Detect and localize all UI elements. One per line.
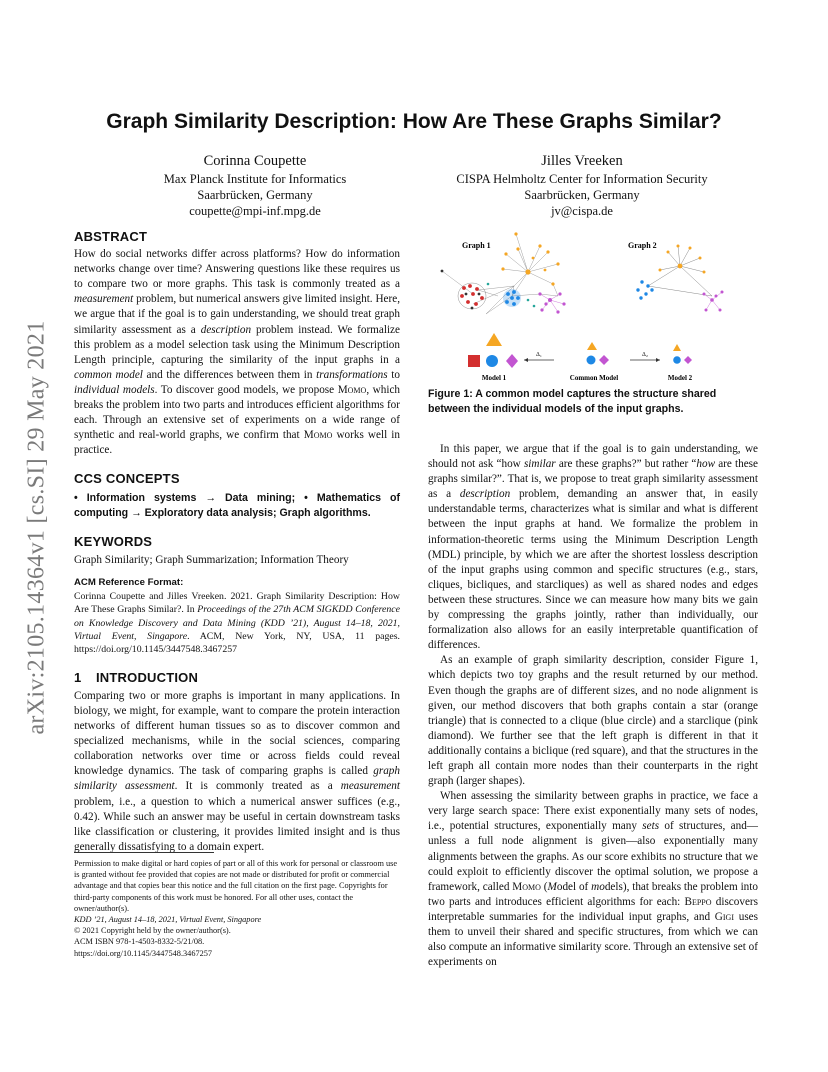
body-paragraph-3: When assessing the similarity between graphs in practice, we face a very large search space: There exist exponentially many sets of nodes, i.e., potential structures, exponentially many sets of structures, and—unless a full node alignment is given—also exponentially many alignments between the graphs. As our score exhibits no structure that we could exploit to efficiently discover the optimal solution, we propose a framework, called Momo (Model of models), that breaks the problem into two parts and introduces efficient algorithms for each: Beppo discovers interpretable summaries for the individual input graphs, and Gigi uses them to unveil their shared and specific structures, from which we can also compute an informative similarity score. Through an extensive set of experiments on xyxy=(428,790,758,969)
starclique-cluster xyxy=(538,292,565,313)
abstract-text: How do social networks differ across platforms? How do information networks change over time? Answering questions like these requires us to compare two or more graphs. This task is commonly treated as a measurement problem, but numerical answers give limited insight. Here, we argue that if the goal is to gain understanding, we should treat graph similarity assessment as a description problem instead. We formalize this problem as a model selection task using the Minimum Description Length principle, capturing the similarity of the input graphs in a common model and the differences between them in transformations to individual models. To discover good models, we propose Momo, which breaks the problem into two parts and introduces efficient algorithms for each. Through an extensive set of experiments on a wide range of synthetic and real-world graphs, we confirm that Momo works well in practice. xyxy=(74,248,401,457)
body-paragraph-1: In this paper, we argue that if the goal is to gain understanding, we should not ask “how similar are these graphs?” but rather “how are these graphs similar?”. That is, we propose to treat graph similarity assessment as a description problem, demanding an answer that, in easily understandable terms, characterizes what is similar and what is different between the input graphs at hand. We formalize the problem in information-theoretic terms using the Minimum Description Length (MDL) principle, by which we are after the shortest lossless description of the input graphs using common and specific structures (e.g., stars, cliques, bicliques, and starcliques) as well as shared nodes and edges between these structures. Since we can measure how many bits we gain by compressing the graphs jointly, rather than individually, our formalization also allows for an easily interpretable quantification of differences. xyxy=(428,443,758,652)
graph-1-label: Graph 1 xyxy=(462,241,491,250)
model-2-shapes xyxy=(673,344,692,364)
graph-1-drawing xyxy=(441,232,566,314)
biclique-cluster xyxy=(458,283,486,309)
right-column xyxy=(428,442,758,970)
figure-1-caption: Figure 1: A common model captures the structure shared between the individual models of the input graphs. xyxy=(428,388,717,415)
footnote-rule xyxy=(74,852,214,853)
common-model-label: Common Model xyxy=(569,374,619,382)
figure-1-graph-models xyxy=(428,224,758,384)
common-model-shapes xyxy=(587,342,610,365)
author-affiliation: Max Planck Institute for Informatics xyxy=(163,172,347,186)
acm-reference-heading: ACM Reference Format: xyxy=(74,576,184,588)
doi-line: https://doi.org/10.1145/3447548.3467257 xyxy=(74,948,213,958)
author-block-2 xyxy=(412,152,752,219)
paper-title: Graph Similarity Description: How Are These Graphs Similar? xyxy=(106,110,722,133)
delta-1-label: Δ₁ xyxy=(536,352,542,358)
model-1-shapes xyxy=(468,333,518,368)
author-block-1 xyxy=(85,152,425,219)
author-location: Saarbrücken, Germany xyxy=(524,188,640,202)
delta-2-arrow xyxy=(630,358,660,362)
left-column xyxy=(74,229,400,855)
clique-cluster xyxy=(503,289,521,307)
arxiv-sidebar-stamp: arXiv:2105.14364v1 [cs.SI] 29 May 2021 xyxy=(23,319,50,735)
venue-line: KDD ’21, August 14–18, 2021, Virtual Event, Singapore xyxy=(74,915,262,925)
permission-notice: Permission to make digital or hard copies of part or all of this work for personal or classroom use is granted without fee provided that copies are not made or distributed for profit or commercial advantage and that copies bear this notice and the full citation on the first page. Copyrights for third-party components of this work must be honored. For all other uses, contact the owner/author(s). xyxy=(74,859,398,913)
author-location: Saarbrücken, Germany xyxy=(197,188,313,202)
introduction-heading: 1 INTRODUCTION xyxy=(74,669,199,685)
graph-2-label: Graph 2 xyxy=(628,241,657,250)
isbn-line: ACM ISBN 978-1-4503-8332-5/21/08. xyxy=(74,937,205,947)
acm-reference-text: Corinna Coupette and Jilles Vreeken. 2021. Graph Similarity Description: How Are These Graphs Similar?. In Proceedings of the 27th ACM SIGKDD Conference on Knowledge Discovery and Data Mining (KDD ’21), August 14–18, 2021, Virtual Event, Singapore. ACM, New York, NY, USA, 11 pages. https://doi.org/10.1145/3447548.3467257 xyxy=(74,590,401,656)
copyright-line: © 2021 Copyright held by the owner/author(s). xyxy=(74,926,231,936)
ccs-heading: CCS CONCEPTS xyxy=(74,471,180,487)
copyright-footnote xyxy=(74,858,400,959)
author-email: coupette@mpi-inf.mpg.de xyxy=(189,204,321,218)
ccs-text: • Information systems → Data mining; • Mathematics of computing → Exploratory data analysis; Graph algorithms. xyxy=(74,491,400,519)
delta-1-arrow xyxy=(524,358,554,362)
author-name: Corinna Coupette xyxy=(203,153,307,169)
keywords-text: Graph Similarity; Graph Summarization; Information Theory xyxy=(74,553,349,566)
author-name: Jilles Vreeken xyxy=(541,153,623,169)
author-email: jv@cispa.de xyxy=(551,204,613,218)
abstract-heading: ABSTRACT xyxy=(74,229,148,244)
model-2-label: Model 2 xyxy=(667,374,693,382)
keywords-heading: KEYWORDS xyxy=(74,533,153,549)
graph-2-drawing xyxy=(636,245,723,312)
delta-2-label: Δ₂ xyxy=(642,352,648,358)
body-paragraph-2: As an example of graph similarity description, consider Figure 1, which depicts two toy graphs and the result returned by our method. Even though the graphs are of different sizes, and no node alignment is given, our method discovers that both graphs contain a star (orange triangle) that is connected to a clique (blue circle) and a starclique (pink diamond). We further see that the left graph is different in that it additionally contains a biclique (red square), and that the structures in the left graph all contain more nodes than their counterparts in the right graph (larger shapes). xyxy=(428,654,758,788)
author-affiliation: CISPA Helmholtz Center for Information Security xyxy=(456,172,708,186)
model-1-label: Model 1 xyxy=(481,374,507,382)
introduction-paragraph: Comparing two or more graphs is important in many applications. In biology, we might, for example, want to compare the protein interaction networks of different human tissues so as to discover common and specialized mechanisms, while in the social sciences, comparing collaboration networks over time or across fields could reveal knowledge dynamics. The task of comparing graphs is called graph similarity assessment. It is commonly treated as a measurement problem, i.e., a question to which a numerical answer suffices (e.g., 0.42). While such an answer may be useful in certain downstream tasks like classification or clustering, it provides limited insight and is thus generally dissatisfying to a domain expert. xyxy=(74,689,400,853)
